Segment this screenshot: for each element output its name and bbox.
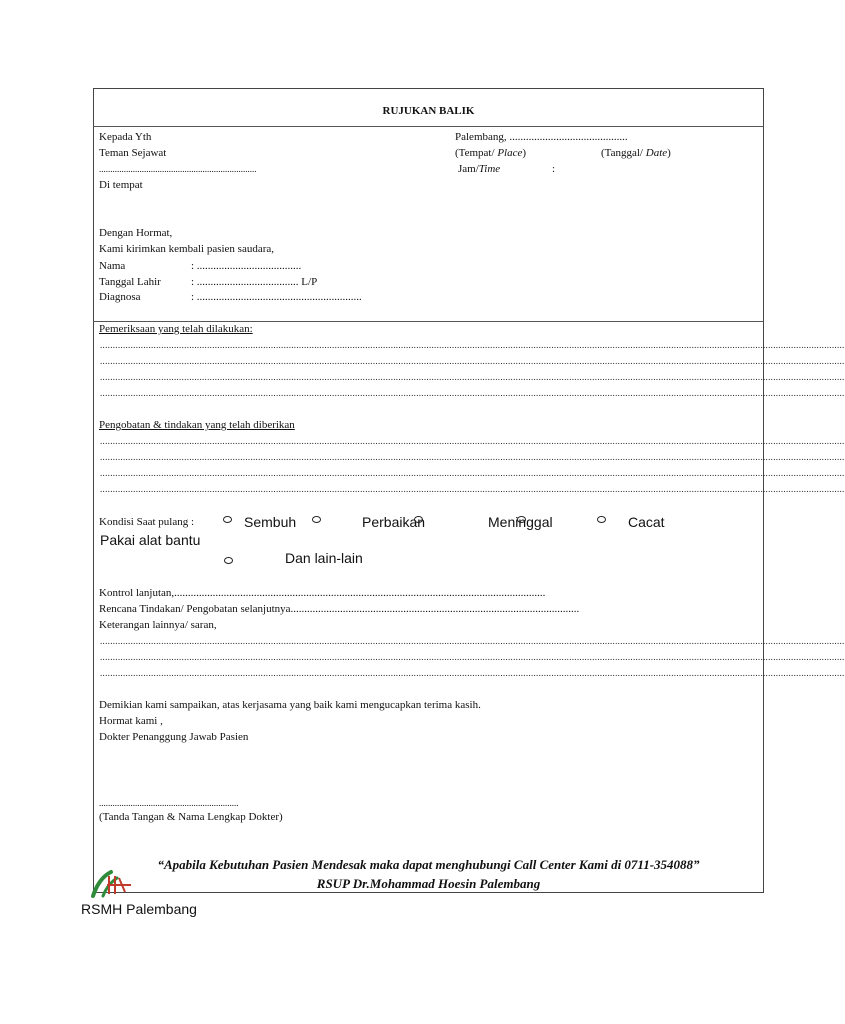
pemeriksaan-heading: Pemeriksaan yang telah dilakukan: xyxy=(99,323,253,335)
diagnosa-label: Diagnosa xyxy=(99,291,141,303)
palembang-date: Palembang, ........................................... xyxy=(455,131,628,143)
title-divider xyxy=(93,126,764,127)
option-cacat: Cacat xyxy=(628,514,665,530)
pengobatan-line: .................................................................................................................................................................................................................................................................................................... xyxy=(100,484,845,494)
teman-sejawat: Teman Sejawat xyxy=(99,147,167,159)
option-meninggal: Meninggal xyxy=(488,514,553,530)
greeting: Dengan Hormat, xyxy=(99,227,173,239)
footer-callcenter: “Apabila Kebutuhan Pasien Mendesak maka dapat menghubungi Call Center Kami di 0711-354088” xyxy=(157,857,700,872)
radio-sembuh[interactable] xyxy=(223,516,232,523)
demikian-text: Demikian kami sampaikan, atas kerjasama yang baik kami mengucapkan terima kasih. xyxy=(99,699,481,711)
radio-cacat[interactable] xyxy=(597,516,606,523)
pemeriksaan-line: .................................................................................................................................................................................................................................................................................................... xyxy=(100,340,845,350)
recipient-dots: ...................................................................... xyxy=(99,164,257,174)
tempat-label: (Tempat/ Place) xyxy=(455,147,527,159)
di-tempat: Di tempat xyxy=(99,179,143,191)
option-perbaikan: Perbaikan xyxy=(362,514,426,530)
pengobatan-line: .................................................................................................................................................................................................................................................................................................... xyxy=(100,452,845,462)
keterangan-line: .................................................................................................................................................................................................................................................................................................... xyxy=(100,652,845,662)
footer-hospital: RSUP Dr.Mohammad Hoesin Palembang xyxy=(316,876,541,891)
nama-label: Nama xyxy=(99,260,126,272)
option-lain-lain: Dan lain-lain xyxy=(285,550,363,566)
pemeriksaan-line: .................................................................................................................................................................................................................................................................................................... xyxy=(100,356,845,366)
intro-text: Kami kirimkan kembali pasien saudara, xyxy=(99,243,275,255)
dokter-label: Dokter Penanggung Jawab Pasien xyxy=(99,731,249,743)
signature-line: .............................................................. xyxy=(99,798,239,808)
lahir-label: Tanggal Lahir xyxy=(99,276,161,288)
kondisi-label: Kondisi Saat pulang : xyxy=(99,516,195,528)
jam-colon: : xyxy=(552,163,556,175)
radio-lain-lain[interactable] xyxy=(224,557,233,564)
keterangan-line: .................................................................................................................................................................................................................................................................................................... xyxy=(100,668,845,678)
jam-label: Jam/Time xyxy=(458,163,501,175)
kontrol-lanjutan: Kontrol lanjutan,....................................................................................................................................... xyxy=(99,587,546,599)
pemeriksaan-line: .................................................................................................................................................................................................................................................................................................... xyxy=(100,388,845,398)
pengobatan-line: .................................................................................................................................................................................................................................................................................................... xyxy=(100,436,845,446)
pemeriksaan-line: .................................................................................................................................................................................................................................................................................................... xyxy=(100,372,845,382)
hormat-kami: Hormat kami , xyxy=(99,715,163,727)
nama-field: : ...................................... xyxy=(191,260,302,272)
signature-label: (Tanda Tangan & Nama Lengkap Dokter) xyxy=(99,811,283,823)
rencana-tindakan: Rencana Tindakan/ Pengobatan selanjutnya......................................................................................................... xyxy=(99,603,580,615)
kepada-yth: Kepada Yth xyxy=(99,131,152,143)
rsmh-logo-icon xyxy=(89,866,133,900)
pengobatan-line: .................................................................................................................................................................................................................................................................................................... xyxy=(100,468,845,478)
option-pakai-alat-bantu: Pakai alat bantu xyxy=(100,532,201,548)
keterangan-line: .................................................................................................................................................................................................................................................................................................... xyxy=(100,636,845,646)
option-sembuh: Sembuh xyxy=(244,514,297,530)
brand-name: RSMH Palembang xyxy=(81,901,197,917)
form-title: RUJUKAN BALIK xyxy=(382,105,475,117)
radio-perbaikan-overlay[interactable] xyxy=(414,516,423,523)
diagnosa-field: : ............................................................ xyxy=(191,291,362,303)
radio-perbaikan[interactable] xyxy=(312,516,321,523)
tanggal-label: (Tanggal/ Date) xyxy=(601,147,671,159)
keterangan-label: Keterangan lainnya/ saran, xyxy=(99,619,217,631)
lahir-field: : ..................................... L/P xyxy=(191,276,318,288)
section-divider xyxy=(93,321,764,322)
pengobatan-heading: Pengobatan & tindakan yang telah diberikan xyxy=(99,419,295,431)
